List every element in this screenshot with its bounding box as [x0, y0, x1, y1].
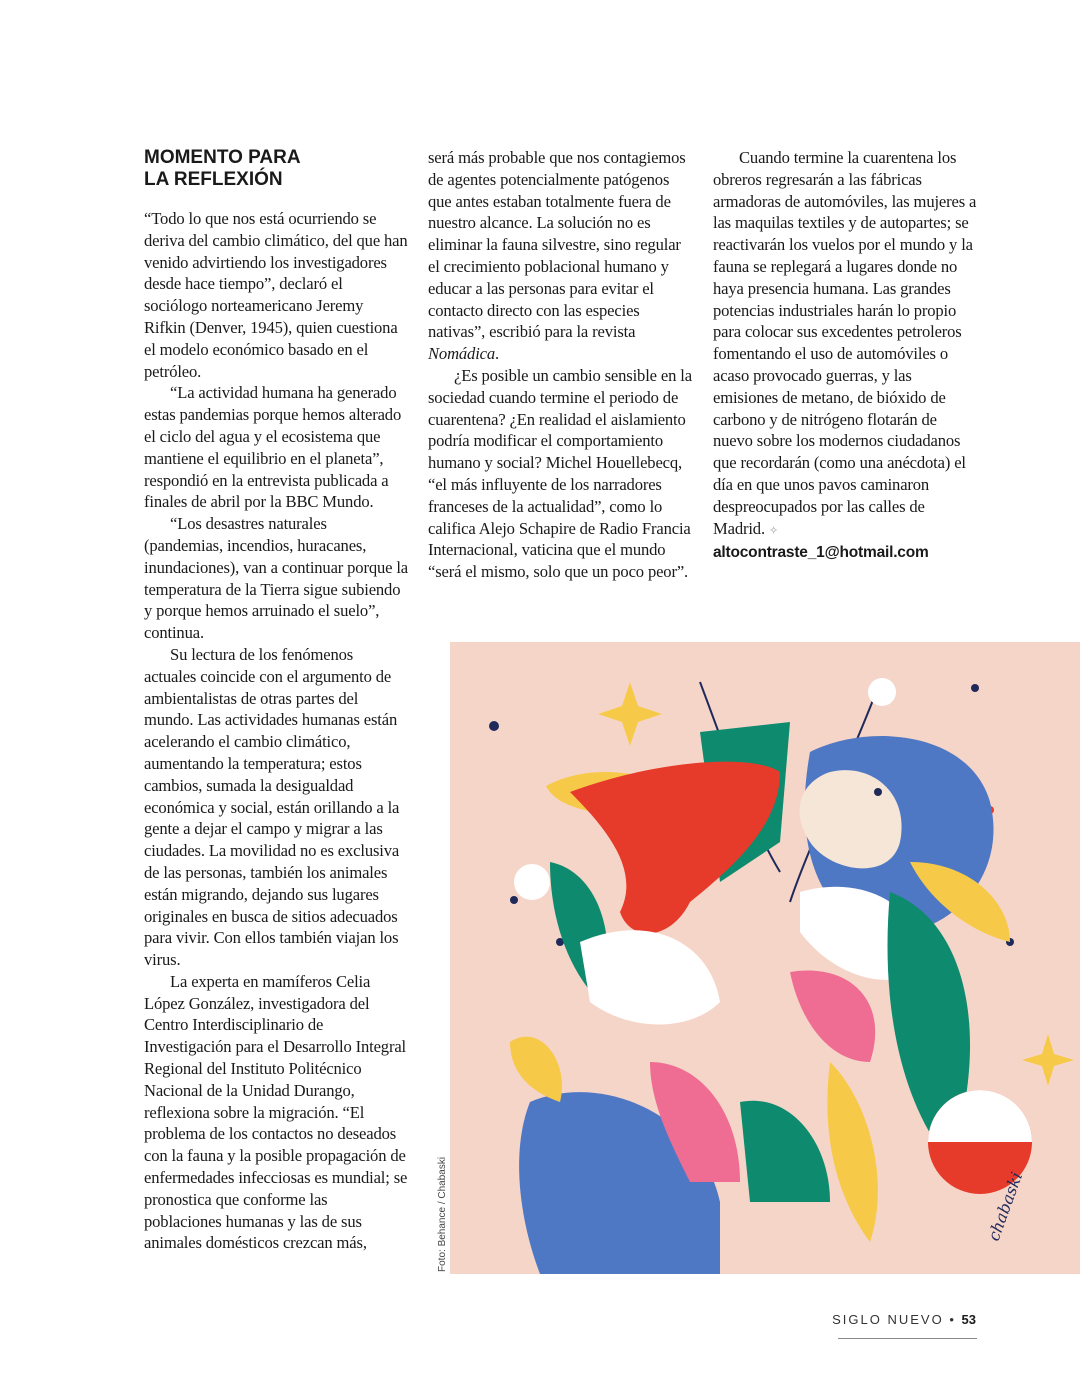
section-heading-line-1: MOMENTO PARA: [144, 147, 301, 168]
footer-rule: [838, 1338, 977, 1339]
dandelion-icon: [514, 864, 550, 900]
magazine-name: SIGLO NUEVO: [832, 1312, 944, 1327]
author-email: altocontraste_1@hotmail.com: [713, 544, 929, 562]
footer-bullet: •: [949, 1312, 956, 1327]
paragraph-text: será más probable que nos contagiemos de agentes potencialmente patógenos que antes estaban totalmente fuera de nuestro alcance. La solución no es eliminar la fauna silvestre, sino regular el crecimiento poblacional humano y educar a las personas para evitar el contacto directo con las especies nativas”, escribió para la revista: [428, 148, 686, 342]
article-column-3: [713, 147, 977, 564]
dot-icon: [510, 896, 518, 904]
paragraph: “Todo lo que nos está ocurriendo se deriva del cambio climático, del que han venido advirtiendo los investigadores desde hace tiempo”, declaró el sociólogo norteamericano Jeremy Rifkin (Denver, 1945), quien cuestiona el modelo económico basado en el petróleo.: [144, 209, 408, 381]
paragraph: [428, 147, 694, 365]
article-column-2: [428, 147, 694, 583]
end-mark-icon: ✧: [768, 524, 779, 537]
photo-credit: Foto: Behance / Chabaski: [437, 1156, 448, 1272]
paragraph: Su lectura de los fenómenos actuales coincide con el argumento de ambientalistas de otras partes del mundo. Las actividades humanas están acelerando el cambio climático, aumentando la temperatura; estos cambios, sumada la desigualdad económica y social, están orillando a la gente a dejar el campo y migrar a las ciudades. La movilidad no es exclusiva de las personas, también los animales están migrando, dejando sus lugares originales en busca de sitios adecuados para vivir. Con ellos también viajan los virus.: [144, 644, 400, 970]
section-heading: [144, 147, 408, 191]
paragraph-text: Cuando termine la cuarentena los obreros regresarán a las fábricas armadoras de automóviles, las mujeres a las maquilas textiles y de autopartes; se reactivarán los vuelos por el mundo y la fauna se replegará a lugares donde no haya presencia humana. Las grandes potencias industriales harán lo propio para colocar sus excedentes petroleros fomentando el uso de automóviles o acaso provocado guerras, y las emisiones de metano, de bióxido de carbono y de nitrógeno flotarán de nuevo sobre los modernos ciudadanos que recordarán (como una anécdota) el día en que unos pavos caminaron despreocupados por las calles de Madrid.: [713, 148, 977, 538]
page-footer: [832, 1312, 976, 1327]
page-number: 53: [961, 1312, 976, 1327]
magazine-name: Nomádica: [428, 344, 496, 364]
section-heading-line-2: LA REFLEXIÓN: [144, 169, 283, 190]
dot-icon: [489, 721, 499, 731]
paragraph: La experta en mamíferos Celia López González, investigadora del Centro Interdisciplinario de Investigación para el Desarrollo Integral Regional del Instituto Politécnico Nacional de la Unidad Durango, reflexiona sobre la migración. “El problema de los contactos no deseados con la fauna y la posible propagación de enfermedades infecciosas es mundial; se pronostica que conforme las poblaciones humanas y las de sus animales domésticos crezcan más,: [144, 971, 408, 1253]
paragraph: “La actividad humana ha generado estas pandemias porque hemos alterado el ciclo del agua y el ecosistema que mantiene el equilibrio en el planeta”, respondió en la entrevista publicada a finales de abril por la BBC Mundo.: [144, 383, 402, 512]
paragraph-end: .: [495, 344, 500, 364]
illustration: [450, 642, 1080, 1274]
paragraph: [713, 147, 977, 542]
dandelion-icon: [868, 678, 896, 706]
paragraph: “Los desastres naturales (pandemias, incendios, huracanes, inundaciones), van a continuar porque la temperatura de la Tierra sigue subiendo y porque hemos arruinado el suelo”, continua.: [144, 514, 409, 643]
artist-signature: chabaski: [983, 1169, 1027, 1244]
article-column-1: [144, 147, 408, 1254]
monkey-eye-icon: [874, 788, 882, 796]
dot-icon: [971, 684, 979, 692]
paragraph: ¿Es posible un cambio sensible en la sociedad cuando termine el periodo de cuarentena? ¿En realidad el aislamiento podría modificar el comportamiento humano y social? Michel Houellebecq, “el más influyente de los narradores franceses de la actualidad”, como lo califica Alejo Schapire de Radio Francia Internacional, vaticina que el mundo “será el mismo, solo que un poco peor”.: [428, 365, 692, 582]
